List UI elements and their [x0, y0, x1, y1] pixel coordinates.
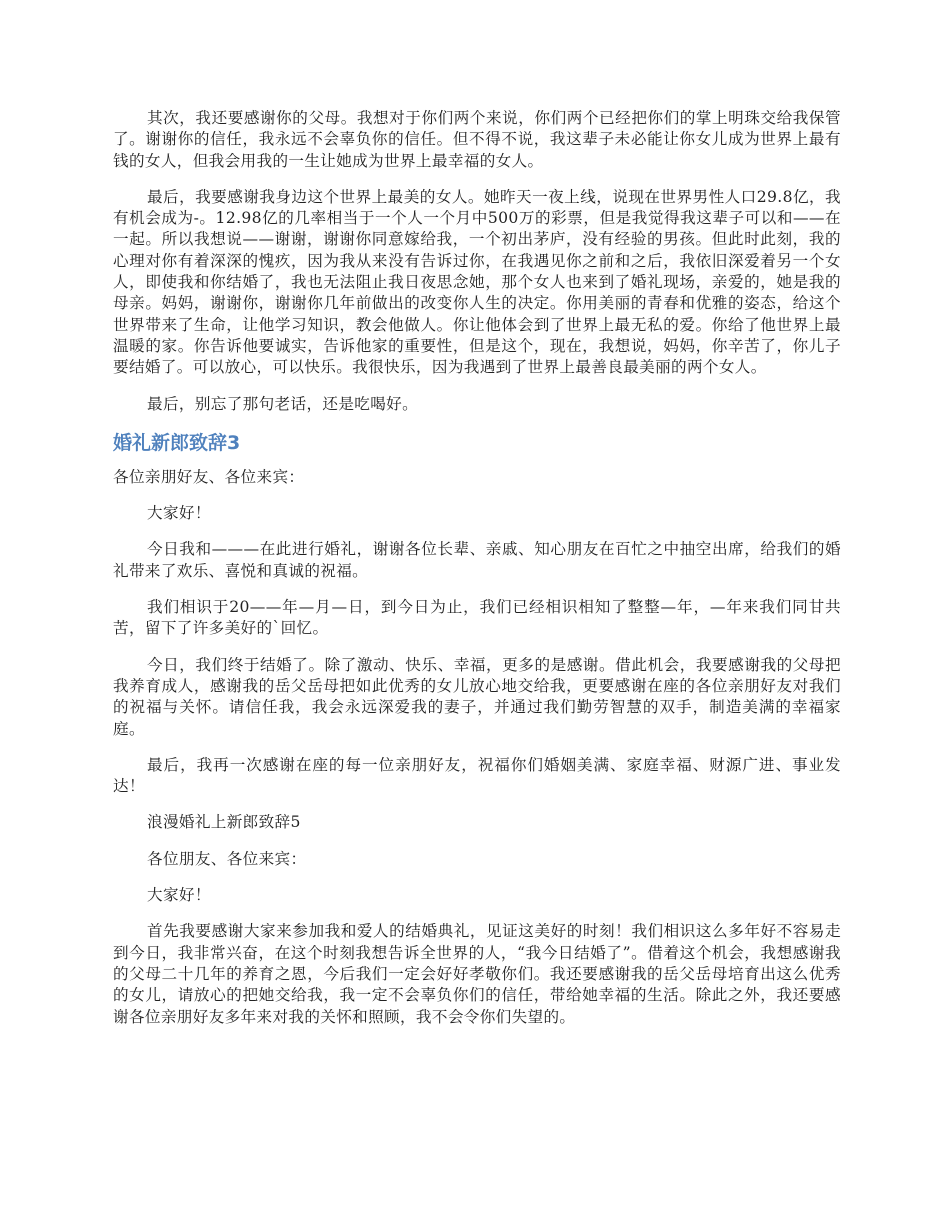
- paragraph-wedding-intro: 今日我和———在此进行婚礼，谢谢各位长辈、亲戚、知心朋友在百忙之中抽空出席，给我们的婚礼带来了欢乐、喜悦和真诚的祝福。: [113, 540, 841, 580]
- paragraph-hello-2: 大家好！: [147, 886, 211, 905]
- paragraph-how-we-met: 我们相识于20——年—月—日，到今日为止，我们已经相识相知了整整—年，—年来我们同甘共苦，留下了许多美好的`回忆。: [113, 598, 841, 638]
- paragraph-closing-remark: 最后，别忘了那句老话，还是吃喝好。: [147, 394, 419, 413]
- paragraph-greeting-guests: 各位亲朋好友、各位来宾：: [113, 467, 305, 486]
- paragraph-speech-body: 首先我要感谢大家来参加我和爱人的结婚典礼，见证这美好的时刻！我们相识这么多年好不容易走到今日，我非常兴奋，在这个时刻我想告诉全世界的人，“我今日结婚了”。借着这个机会，我想感谢我的父母二十几年的养育之恩，今后我们一定会好好孝敬你们。我还要感谢我的岳父岳母培育出这么优秀的女儿，请放心的把她交给我，我一定不会辜负你们的信任，带给她幸福的生活。除此之外，我还要感谢各位亲朋好友多年来对我的关怀和照顾，我不会令你们失望的。: [113, 922, 841, 1026]
- paragraph-greeting-friends: 各位朋友、各位来宾：: [147, 849, 307, 868]
- paragraph-subtitle-speech-5: 浪漫婚礼上新郎致辞5: [147, 813, 301, 832]
- paragraph-thank-parents: 其次，我还要感谢你的父母。我想对于你们两个来说，你们两个已经把你们的掌上明珠交给我保管了。谢谢你的信任，我永远不会辜负你的信任。但不得不说，我这辈子未必能让你女儿成为世界上最有钱的女人，但我会用我的一生让她成为世界上最幸福的女人。: [113, 109, 841, 170]
- paragraph-thank-wife-mother: 最后，我要感谢我身边这个世界上最美的女人。她昨天一夜上线，说现在世界男性人口29.8亿，我有机会成为-。12.98亿的几率相当于一个人一个月中500万的彩票，但是我觉得我这辈子可以和——在一起。所以我想说——谢谢，谢谢你同意嫁给我，一个初出茅庐，没有经验的男孩。但此时此刻，我的心理对你有着深深的愧疚，因为我从来没有告诉过你，在我遇见你之前和之后，我依旧深爱着另一个女人，即使我和你结婚了，我也无法阻止我日夜思念她，那个女人也来到了婚礼现场，亲爱的，她是我的母亲。妈妈，谢谢你，谢谢你几年前做出的改变你人生的决定。你用美丽的青春和优雅的姿态，给这个世界带来了生命，让他学习知识，教会他做人。你让他体会到了世界上最无私的爱。你给了他世界上最温暖的家。你告诉他要诚实，告诉他家的重要性，但是这个，现在，我想说，妈妈，你辛苦了，你儿子要结婚了。可以放心，可以快乐。我很快乐，因为我遇到了世界上最善良最美丽的两个女人。: [113, 187, 841, 377]
- paragraph-gratitude: 今日，我们终于结婚了。除了激动、快乐、幸福，更多的是感谢。借此机会，我要感谢我的父母把我养育成人，感谢我的岳父岳母把如此优秀的女儿放心地交给我，更要感谢在座的各位亲朋好友对我们的祝福与关怀。请信任我，我会永远深爱我的妻子，并通过我们勤劳智慧的双手，制造美满的幸福家庭。: [113, 655, 841, 738]
- paragraph-hello: 大家好！: [147, 504, 211, 523]
- document-page: [113, 108, 841, 1043]
- section-heading: 婚礼新郎致辞3: [113, 431, 241, 454]
- paragraph-final-thanks: 最后，我再一次感谢在座的每一位亲朋好友，祝福你们婚姻美满、家庭幸福、财源广进、事业发达！: [113, 755, 841, 796]
